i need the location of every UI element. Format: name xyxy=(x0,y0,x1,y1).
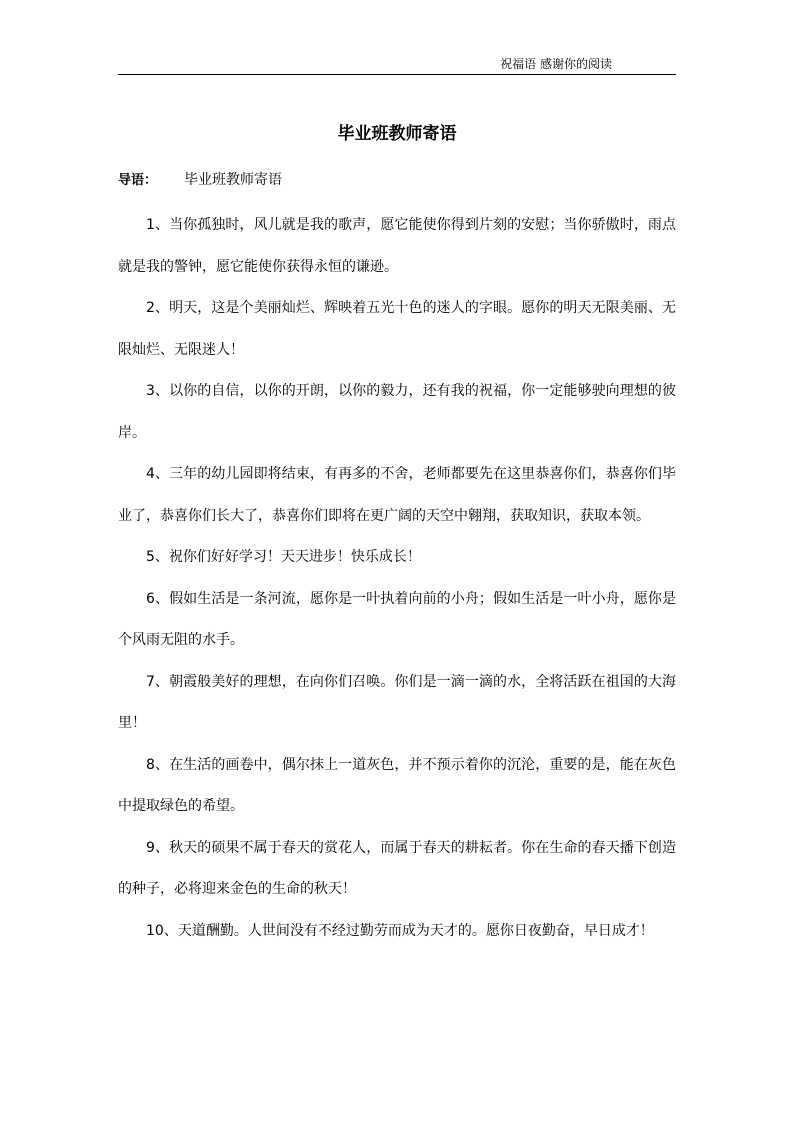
paragraph: 7、朝霞般美好的理想，在向你们召唤。你们是一滴一滴的水，全将活跃在祖国的大海里！ xyxy=(118,673,676,731)
paragraph: 5、祝你们好好学习！天天进步！快乐成长！ xyxy=(146,549,421,565)
paragraph: 8、在生活的画卷中，偶尔抹上一道灰色，并不预示着你的沉沦，重要的是，能在灰色中提取绿色的希望。 xyxy=(118,756,676,814)
paragraph: 10、天道酬勤。人世间没有不经过勤劳而成为天才的。愿你日夜勤奋，早日成才！ xyxy=(146,922,654,939)
intro-line xyxy=(118,168,676,193)
paragraph: 3、以你的自信，以你的开朗，以你的毅力，还有我的祝福，你一定能够驶向理想的彼岸。 xyxy=(118,383,676,441)
paragraph: 4、三年的幼儿园即将结束，有再多的不舍，老师都要先在这里恭喜你们，恭喜你们毕业了，恭喜你们长大了，恭喜你们即将在更广阔的天空中翱翔，获取知识，获取本领。 xyxy=(118,466,676,524)
paragraph: 1、当你孤独时，风儿就是我的歌声，愿它能使你得到片刻的安慰；当你骄傲时，雨点就是我的警钟，愿它能使你获得永恒的谦逊。 xyxy=(118,217,676,275)
document-body xyxy=(118,205,676,952)
document-title: 毕业班教师寄语 xyxy=(337,124,457,144)
paragraph: 2、明天，这是个美丽灿烂、辉映着五光十色的迷人的字眼。愿你的明天无限美丽、无限灿烂、无限迷人！ xyxy=(118,300,676,358)
intro-label: 导语： xyxy=(118,173,158,188)
paragraph: 6、假如生活是一条河流，愿你是一叶执着向前的小舟；假如生活是一叶小舟，愿你是个风雨无阻的水手。 xyxy=(118,590,676,648)
header-text: 祝福语 感谢你的阅读 xyxy=(500,57,612,71)
page-header xyxy=(118,56,676,75)
intro-text: 毕业班教师寄语 xyxy=(184,172,282,188)
paragraph: 9、秋天的硕果不属于春天的赏花人，而属于春天的耕耘者。你在生命的春天播下创造的种子，必将迎来金色的生命的秋天！ xyxy=(118,839,676,897)
